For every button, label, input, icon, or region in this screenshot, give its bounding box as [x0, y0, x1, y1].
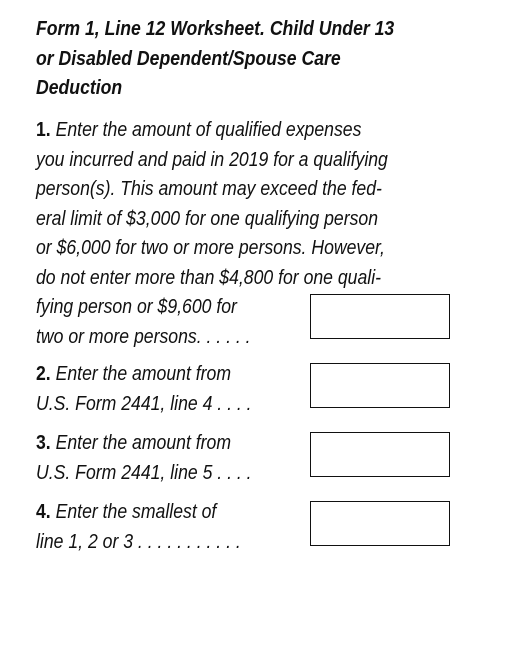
line-3-amount-box[interactable]	[310, 432, 450, 477]
line-4-number: 4.	[36, 500, 51, 523]
line-1-first-line	[36, 115, 466, 145]
title-line: Form 1, Line 12 Worksheet. Child Under 13	[36, 17, 395, 40]
line-1-instruction: do not enter more than $4,800 for one quali-	[36, 265, 382, 289]
line-3-instruction: U.S. Form 2441, line 5 . . . .	[36, 460, 252, 484]
line-1-instruction: fying person or $9,600 for	[36, 295, 237, 318]
line-4-amount-box[interactable]	[310, 501, 450, 546]
line-1-amount-box[interactable]	[310, 294, 450, 339]
line-1-instruction: person(s). This amount may exceed the fed-	[36, 177, 382, 200]
line-1-instruction-start: Enter the amount of qualified expenses	[50, 118, 362, 141]
line-4-instruction: line 1, 2 or 3 . . . . . . . . . . .	[36, 529, 241, 553]
line-1-number: 1.	[36, 118, 51, 141]
title-line: Deduction	[36, 76, 123, 99]
line-1-instruction: or $6,000 for two or more persons. However,	[36, 236, 385, 259]
line-1-instruction: two or more persons. . . . . .	[36, 324, 251, 348]
line-2-instruction-start: Enter the amount from	[50, 362, 232, 385]
line-1-instruction: you incurred and paid in 2019 for a qualifying	[36, 147, 388, 171]
line-4-instruction-start: Enter the smallest of	[50, 500, 217, 523]
line-2-amount-box[interactable]	[310, 363, 450, 408]
title-line: or Disabled Dependent/Spouse Care	[36, 46, 341, 70]
line-3-number: 3.	[36, 431, 51, 454]
worksheet	[36, 14, 476, 553]
line-2-number: 2.	[36, 362, 51, 385]
line-3-instruction-start: Enter the amount from	[50, 431, 232, 454]
line-1-instruction: eral limit of $3,000 for one qualifying person	[36, 206, 379, 230]
worksheet-title	[36, 14, 466, 103]
line-2-instruction: U.S. Form 2441, line 4 . . . .	[36, 391, 252, 415]
